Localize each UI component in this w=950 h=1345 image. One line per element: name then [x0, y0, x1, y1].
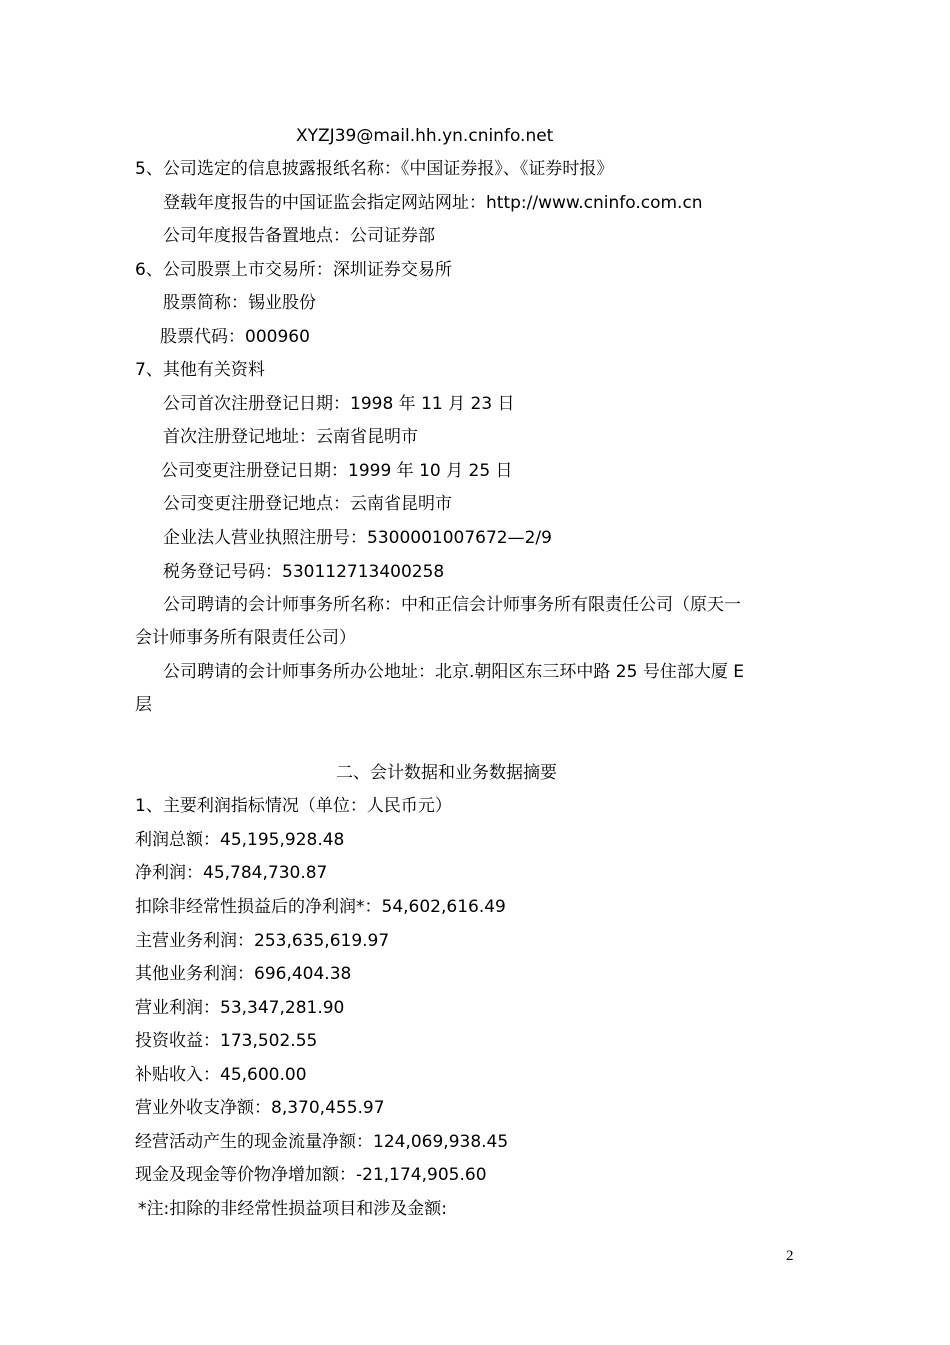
website-line: 登载年度报告的中国证监会指定网站网址：http://www.cninfo.com.cn	[163, 193, 703, 213]
first-reg-date: 公司首次注册登记日期：1998 年 11 月 23 日	[163, 394, 515, 414]
license-number: 企业法人营业执照注册号：5300001007672—2/9	[163, 528, 552, 548]
profit-item: 主营业务利润：253,635,619.97	[135, 931, 390, 951]
auditor-name-line-2: 会计师事务所有限责任公司）	[135, 628, 356, 648]
change-reg-date: 公司变更注册登记日期：1999 年 10 月 25 日	[161, 461, 513, 481]
stock-short-name: 股票简称：锡业股份	[163, 293, 316, 313]
email-line: XYZJ39@mail.hh.yn.cninfo.net	[296, 126, 554, 146]
profit-item: 投资收益：173,502.55	[135, 1031, 318, 1051]
profit-item: 补贴收入：45,600.00	[135, 1065, 307, 1085]
auditor-address-line-1: 公司聘请的会计师事务所办公地址：北京.朝阳区东三环中路 25 号住部大厦 E	[163, 662, 744, 682]
profit-item: 现金及现金等价物净增加额：-21,174,905.60	[135, 1165, 487, 1185]
change-reg-place: 公司变更注册登记地点：云南省昆明市	[163, 494, 452, 514]
tax-number: 税务登记号码：530112713400258	[163, 562, 445, 582]
profit-item: 扣除非经常性损益后的净利润*：54,602,616.49	[135, 897, 506, 917]
auditor-name-line-1: 公司聘请的会计师事务所名称：中和正信会计师事务所有限责任公司（原天一	[163, 595, 741, 615]
item-5-title: 5、公司选定的信息披露报纸名称：《中国证券报》、《证券时报》	[135, 159, 614, 179]
profit-item: 其他业务利润：696,404.38	[135, 964, 352, 984]
item-7-title: 7、其他有关资料	[135, 360, 265, 380]
auditor-address-line-2: 层	[135, 695, 152, 715]
footnote: *注:扣除的非经常性损益项目和涉及金额:	[138, 1199, 447, 1219]
profit-item: 利润总额：45,195,928.48	[135, 830, 345, 850]
profit-item: 经营活动产生的现金流量净额：124,069,938.45	[135, 1132, 509, 1152]
profit-item: 营业利润：53,347,281.90	[135, 998, 345, 1018]
profit-item: 净利润：45,784,730.87	[135, 863, 328, 883]
stock-code: 股票代码：000960	[160, 327, 310, 347]
section-2-heading: 二、会计数据和业务数据摘要	[336, 763, 557, 783]
item-6-title: 6、公司股票上市交易所：深圳证券交易所	[135, 260, 452, 280]
profit-indicators-title: 1、主要利润指标情况（单位：人民币元）	[135, 796, 452, 816]
first-reg-place: 首次注册登记地址：云南省昆明市	[163, 427, 418, 447]
page-number: 2	[786, 1248, 794, 1264]
archive-place-line: 公司年度报告备置地点：公司证券部	[163, 226, 435, 246]
profit-item: 营业外收支净额：8,370,455.97	[135, 1098, 385, 1118]
